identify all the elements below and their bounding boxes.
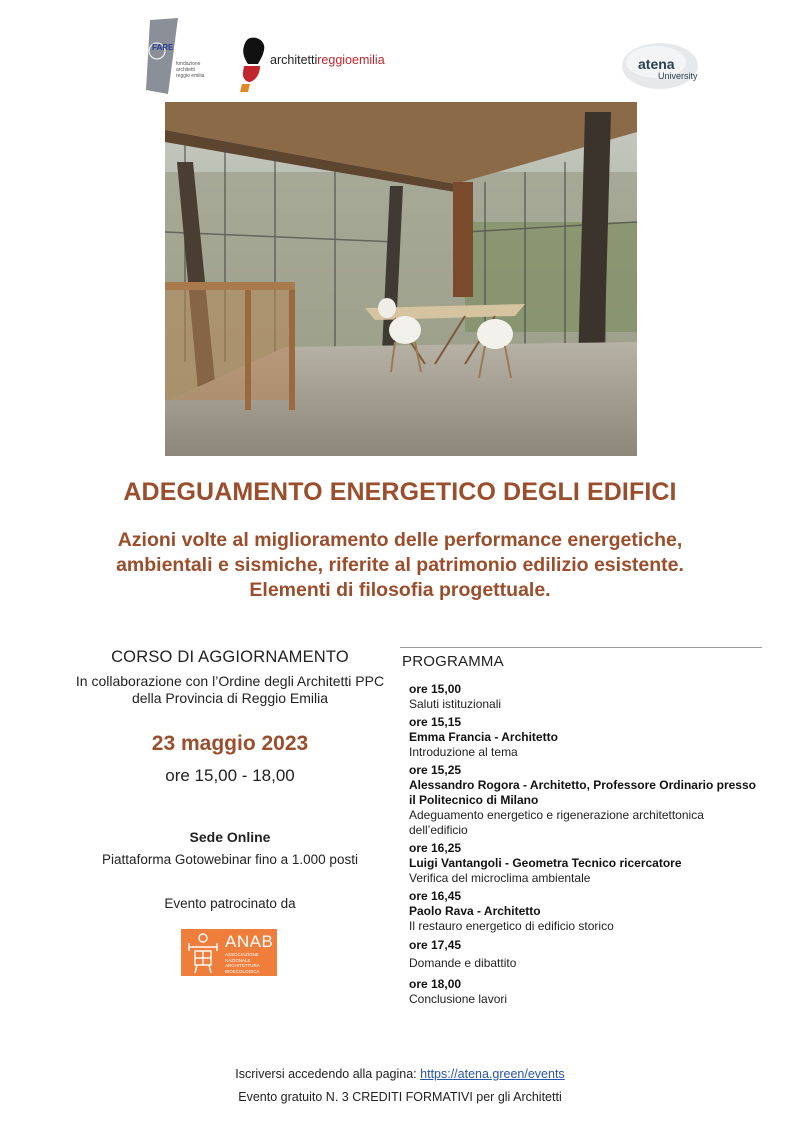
main-title: ADEGUAMENTO ENERGETICO DEGLI EDIFICI	[123, 478, 677, 506]
fare-logo	[142, 18, 212, 98]
programme-speaker: Alessandro Rogora - Architetto, Professore Ordinario presso il Politecnico di Milano	[409, 778, 756, 807]
anab-logo	[181, 929, 277, 976]
programme-divider	[400, 647, 762, 648]
programme-item	[409, 977, 779, 1007]
collaboration-line: della Provincia di Reggio Emilia	[131, 690, 329, 706]
event-platform: Piattaforma Gotowebinar fino a 1.000 posti	[102, 852, 358, 867]
programme-item	[409, 682, 779, 712]
registration-line	[0, 1067, 800, 1081]
programme-desc: Domande e dibattito	[409, 956, 517, 970]
anab-name: ANAB	[225, 932, 274, 951]
course-type: CORSO DI AGGIORNAMENTO	[111, 648, 349, 666]
programme-item	[409, 889, 779, 934]
programme-time: ore 15,25	[409, 763, 462, 777]
programme-speaker: Paolo Rava - Architetto	[409, 904, 541, 918]
programme-item	[409, 841, 779, 886]
architetti-logo-text: architettireggioemilia	[270, 53, 385, 67]
programme-item	[409, 763, 779, 838]
registration-link[interactable]: https://atena.green/events	[420, 1067, 565, 1081]
programme-desc: Verifica del microclima ambientale	[409, 871, 591, 885]
fare-logo-mark	[142, 18, 182, 96]
programme-desc: Il restauro energetico di edificio storico	[409, 919, 614, 933]
programme-desc: Adeguamento energetico e rigenerazione architettonica dell’edificio	[409, 808, 704, 837]
atena-logo-name: atena	[638, 56, 675, 72]
event-time: ore 15,00 - 18,00	[165, 766, 295, 785]
architetti-reggio-emilia-logo	[236, 36, 416, 96]
patronage-label: Evento patrocinato da	[164, 896, 296, 911]
programme-list	[409, 682, 779, 1010]
subtitle	[40, 528, 760, 603]
anab-figure-icon	[181, 929, 225, 976]
hero-photo	[165, 102, 637, 456]
subtitle-line: Elementi di filosofia progettuale.	[249, 579, 551, 601]
event-date: 23 maggio 2023	[151, 732, 309, 755]
programme-desc: Conclusione lavori	[409, 992, 508, 1006]
programme-speaker: Emma Francia - Architetto	[409, 730, 558, 744]
anab-subtitle: ASSOCIAZIONE NAZIONALE ARCHITETTURA BIOECOLOGICA	[225, 952, 260, 974]
collaboration-line: In collaborazione con l’Ordine degli Architetti PPC	[75, 673, 385, 689]
fare-letters-top: FARE	[152, 43, 174, 52]
programme-time: ore 18,00	[409, 977, 462, 991]
programme-desc: Introduzione al tema	[409, 745, 518, 759]
registration-text: Iscriversi accedendo alla pagina:	[235, 1067, 417, 1081]
credits-line: Evento gratuito N. 3 CREDITI FORMATIVI per gli Architetti	[238, 1090, 562, 1104]
programme-time: ore 15,15	[409, 715, 462, 729]
programme-time: ore 16,25	[409, 841, 462, 855]
atena-logo-sub: University	[658, 71, 698, 81]
programme-time: ore 17,45	[409, 938, 462, 952]
subtitle-line: Azioni volte al miglioramento delle performance energetiche,	[117, 529, 683, 551]
event-venue: Sede Online	[189, 829, 271, 845]
programme-time: ore 16,45	[409, 889, 462, 903]
programme-item	[409, 938, 779, 971]
programme-desc: Saluti istituzionali	[409, 697, 502, 711]
programme-speaker: Luigi Vantangoli - Geometra Tecnico ricercatore	[409, 856, 682, 870]
subtitle-line: ambientali e sismiche, riferite al patrimonio edilizio esistente.	[116, 554, 684, 576]
programme-time: ore 15,00	[409, 682, 462, 696]
programme-item	[409, 715, 779, 760]
programme-heading: PROGRAMMA	[402, 653, 504, 670]
brush-mark-icon	[236, 36, 270, 92]
atena-university-logo	[620, 40, 702, 96]
fare-logo-text: fondazione architetti reggio emilia	[176, 61, 205, 79]
collaboration-text	[20, 673, 440, 707]
